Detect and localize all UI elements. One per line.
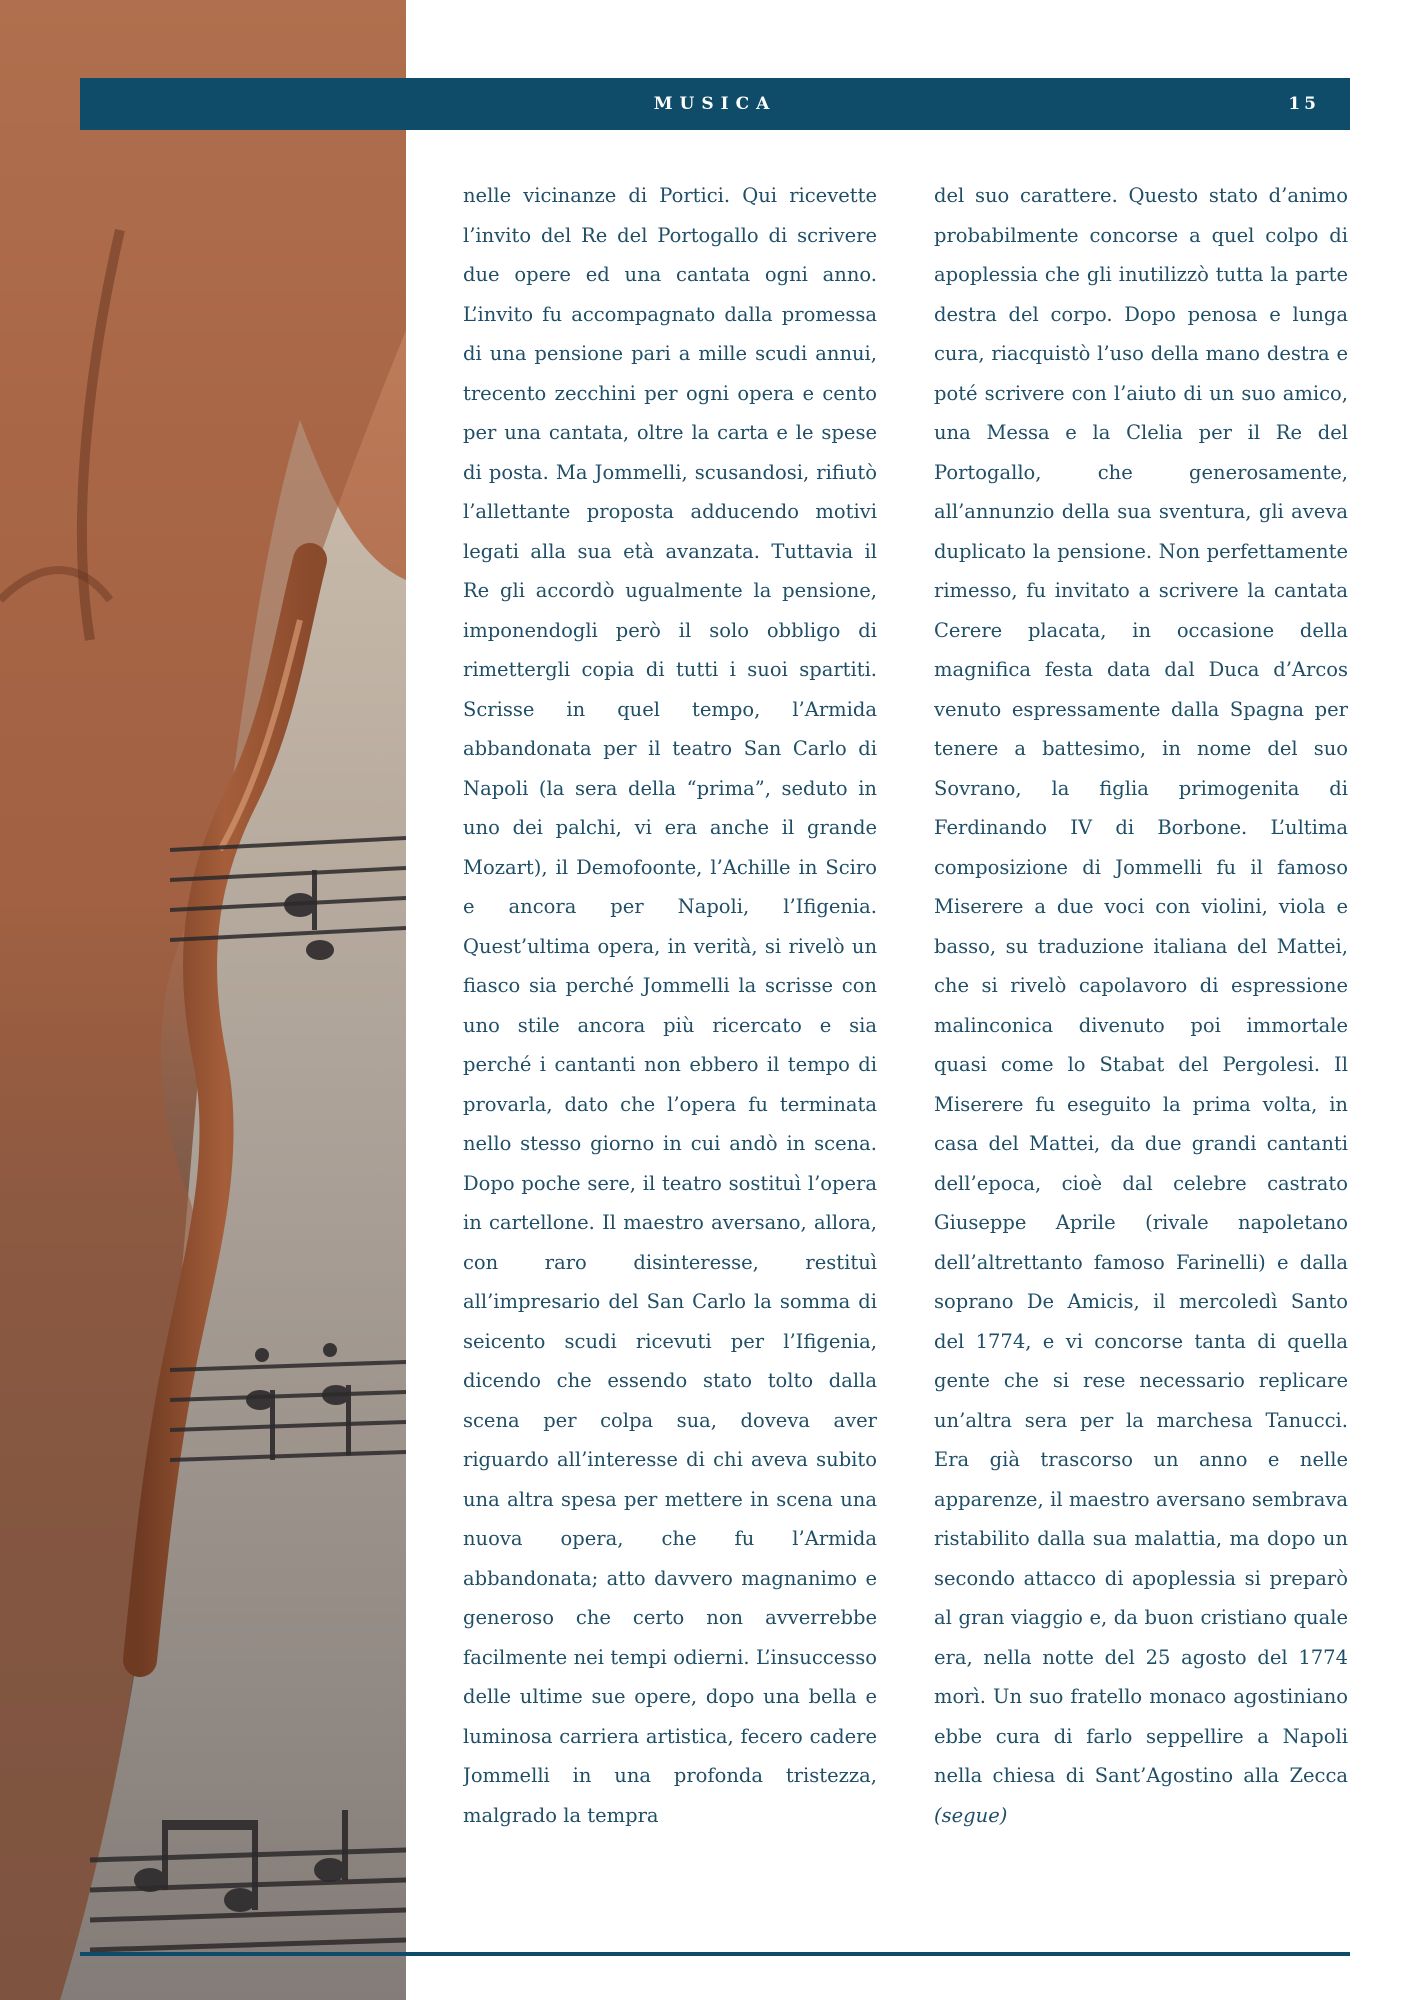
article-text-left: nelle vicinanze di Portici. Qui ricevette l’invito del Re del Portogallo di scrivere due opere ed una cantata ogni anno. L’invito fu accompagnato dalla promessa di una pensione pari a mille scudi annui, trecento zecchini per ogni opera e cento per una cantata, oltre la carta e le spese di posta. Ma Jommelli, scusandosi, rifiutò l’allettante proposta adducendo motivi legati alla sua età avanzata. Tuttavia il Re gli accordò ugualmente la pensione, imponendogli però il solo obbligo di rimettergli copia di tutti i suoi spartiti. Scrisse in quel tempo, l’Armida abbandonata per il teatro San Carlo di Napoli (la sera della “prima”, seduto in uno dei palchi, vi era anche il grande Mozart), il Demofoonte, l’Achille in Sciro e ancora per Napoli, l’Ifigenia. Quest’ultima opera, in verità, si rivelò un fiasco sia perché Jommelli la scrisse con uno stile ancora più ricercato e sia perché i cantanti non ebbero il tempo di provarla, dato che l’opera fu terminata nello stesso giorno in cui andò in scena. Dopo poche sere, il teatro sostituì l’opera in cartellone. Il maestro aversano, allora, con raro disinteresse, restituì all’impresario del San Carlo la somma di seicento scudi ricevuti per l’Ifigenia, dicendo che essendo stato tolto dalla scena per colpa sua, doveva aver riguardo all’interesse di chi aveva subito una altra spesa per mettere in scena una nuova opera, che fu l’Armida abbandonata; atto davvero magnanimo e generoso che certo non avverrebbe facilmente nei tempi odierni. L’insuccesso delle ultime sue opere, dopo una bella e luminosa carriera artistica, fecero cadere Jommelli in una profonda tristezza, malgrado la tempra — [463, 184, 877, 1827]
continuation-note: (segue) — [934, 1803, 1008, 1827]
violin-sheet-music-photo — [0, 0, 406, 2000]
article-column-right — [934, 176, 1348, 1876]
article-text-right — [934, 176, 1348, 1835]
violin-illustration — [0, 0, 406, 2000]
header-bar — [80, 78, 1350, 130]
article-column-left — [463, 176, 877, 1876]
section-title: MUSICA — [653, 94, 777, 114]
article-text-right-body: del suo carattere. Questo stato d’animo probabilmente concorse a quel colpo di apoplessia che gli inutilizzò tutta la parte destra del corpo. Dopo penosa e lunga cura, riacquistò l’uso della mano destra e poté scrivere con l’aiuto di un suo amico, una Messa e la Clelia per il Re del Portogallo, che generosamente, all’annunzio della sua sventura, gli aveva duplicato la pensione. Non perfettamente rimesso, fu invitato a scrivere la cantata Cerere placata, in occasione della magnifica festa data dal Duca d’Arcos venuto espressamente dalla Spagna per tenere a battesimo, in nome del suo Sovrano, la figlia primogenita di Ferdinando IV di Borbone. L’ultima composizione di Jommelli fu il famoso Miserere a due voci con violini, viola e basso, su traduzione italiana del Mattei, che si rivelò capolavoro di espressione malinconica divenuto poi immortale quasi come lo Stabat del Pergolesi. Il Miserere fu eseguito la prima volta, in casa del Mattei, da due grandi cantanti dell’epoca, cioè dal celebre castrato Giuseppe Aprile (rivale napoletano dell’altrettanto famoso Farinelli) e dalla soprano De Amicis, il mercoledì Santo del 1774, e vi concorse tanta di quella gente che si rese necessario replicare un’altra sera per la marchesa Tanucci. Era già trascorso un anno e nelle apparenze, il maestro aversano sembrava ristabilito dalla sua malattia, ma dopo un secondo attacco di apoplessia si preparò al gran viaggio e, da buon cristiano quale era, nella notte del 25 agosto del 1774 morì. Un suo fratello monaco agostiniano ebbe cura di farlo seppellire a Napoli nella chiesa di Sant’Agostino alla Zecca — [934, 184, 1348, 1787]
footer-rule — [80, 1952, 1350, 1956]
page-number: 15 — [1288, 94, 1320, 114]
